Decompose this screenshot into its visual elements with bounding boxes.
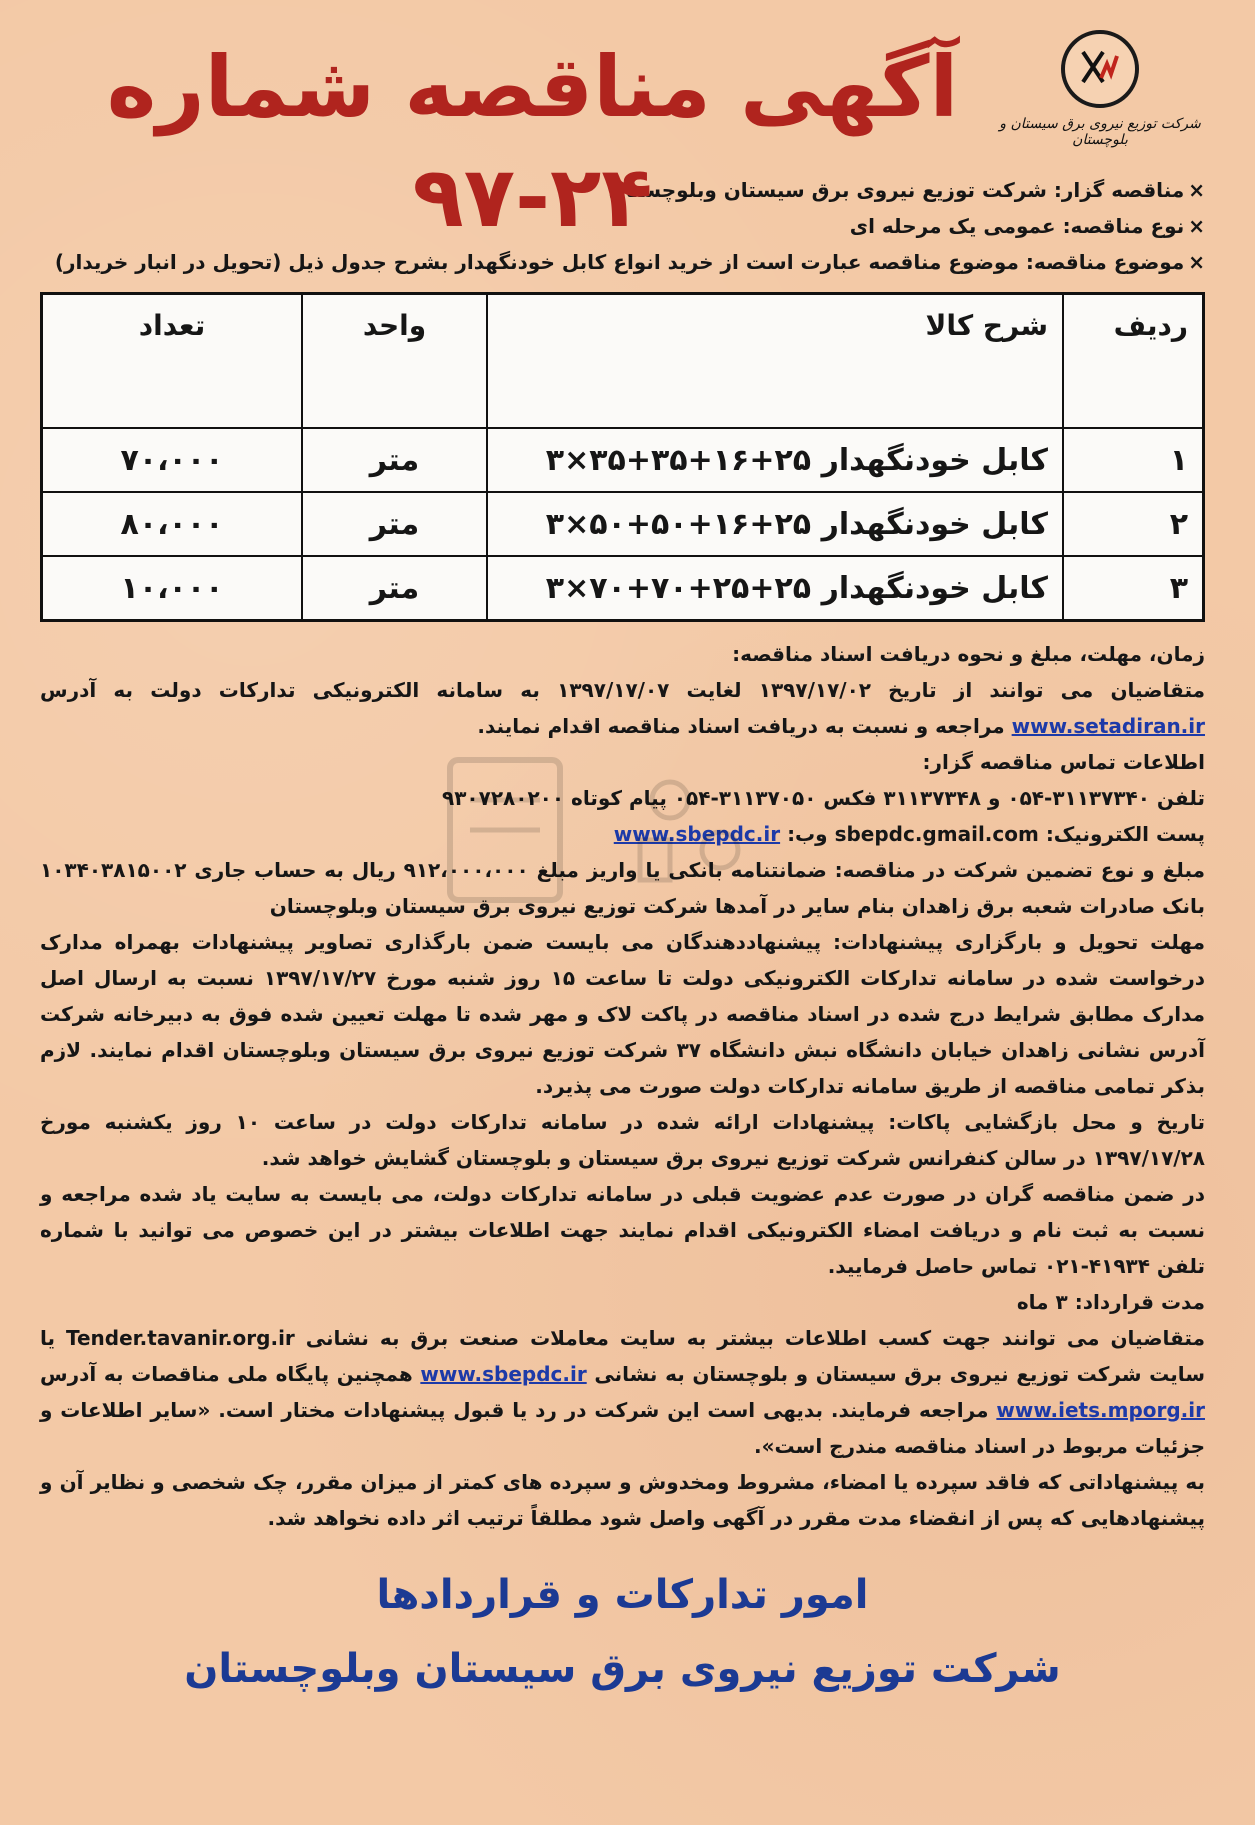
sbepdc-link[interactable]: www.sbepdc.ir (613, 822, 781, 846)
iets-link[interactable]: www.iets.mporg.ir (996, 1398, 1205, 1422)
col-header-unit: واحد (302, 294, 487, 429)
submission-paragraph: مهلت تحویل و بارگزاری پیشنهادات: پیشنهاددهندگان می بایست ضمن بارگذاری تصاویر پیشنهادات بهمراه مدارک درخواست شده در سامانه تدارکات الکترونیکی دولت تا ساعت ۱۵ روز شنبه مورخ ۱۳۹۷/۱۷/۲۷ نسبت به ارسال اصل مدارک مطابق شرایط درج شده در اسناد مناقصه در پاکت لاک و مهر شده تا مهلت تعیین شده فوق به دبیرخانه شرکت آدرس نشانی زاهدان خیابان دانشگاه نبش دانشگاه ۳۷ شرکت توزیع نیروی برق سیستان وبلوچستان اقدام نمایند. لازم بذکر تمامی مناقصه از طریق سامانه تدارکات دولت صورت می پذیرد. (40, 930, 1205, 1098)
contract-duration: مدت قرارداد: ۳ ماه (1016, 1290, 1205, 1314)
footer-company: شرکت توزیع نیروی برق سیستان وبلوچستان (184, 1646, 1061, 1692)
col-header-qty: تعداد (42, 294, 303, 429)
contact-phones: تلفن ۳۱۱۳۷۳۴۰-۰۵۴ و ۳۱۱۳۷۳۴۸ فکس ۳۱۱۳۷۰۵۰-۰۵۴ پیام کوتاه ۹۳۰۷۲۸۰۲۰۰ (442, 786, 1205, 810)
table-row (42, 428, 1204, 492)
contact-online (40, 816, 1205, 852)
email-label: پست الکترونیک: (1045, 822, 1205, 846)
lightning-icon (1073, 42, 1127, 96)
cell-qty: ۱۰،۰۰۰ (42, 556, 303, 621)
cell-index: ۲ (1063, 492, 1204, 556)
info-text-d: مراجعه فرمایند. بدیهی است این شرکت در رد یا قبول پیشنهادات مختار است. «سایر اطلاعات و جزئیات مربوط در اسناد مناقصه مندرج است». (40, 1398, 1205, 1458)
meta-value: عمومی یک مرحله ای (849, 214, 1056, 238)
cell-desc: کابل خودنگهدار ۲۵+۲۵+۷۰+۷۰×۳ (487, 556, 1063, 621)
cell-qty: ۸۰،۰۰۰ (42, 492, 303, 556)
col-header-index: ردیف (1063, 294, 1204, 429)
docs-paragraph (40, 672, 1205, 744)
table-row (42, 492, 1204, 556)
registration-paragraph: در ضمن مناقصه گران در صورت عدم عضویت قبلی در سامانه تدارکات دولت، می بایست به سایت یاد شده مراجعه و نسبت به ثبت نام و دریافت امضاء الکترونیکی اقدام نمایند جهت اطلاعات بیشتر در این خصوص می توانید با شماره تلفن ۴۱۹۳۴-۰۲۱ تماس حاصل فرمایید. (40, 1182, 1205, 1278)
cell-index: ۳ (1063, 556, 1204, 621)
contact-heading: اطلاعات تماس مناقصه گزار: (922, 750, 1205, 774)
items-table (40, 292, 1205, 622)
opening-paragraph: تاریخ و محل بازگشایی پاکات: پیشنهادات ارائه شده در سامانه تدارکات دولت در ساعت ۱۰ روز یکشنبه مورخ ۱۳۹۷/۱۷/۲۸ در سالن کنفرانس شرکت توزیع نیروی برق سیستان و بلوچستان گشایش خواهد شد. (40, 1110, 1206, 1170)
docs-heading: زمان، مهلت، مبلغ و نحوه دریافت اسناد مناقصه: (732, 642, 1205, 666)
cell-qty: ۷۰،۰۰۰ (42, 428, 303, 492)
electricity-company-logo-icon (1061, 30, 1139, 108)
rejection-paragraph: به پیشنهاداتی که فاقد سپرده یا امضاء، مشروط ومخدوش و سپرده های کمتر از میزان مقرر، چک شخصی و نظایر آن و پیشنهادهایی که پس از انقضاء مدت مقرر در آگهی واصل شود مطلقاً ترتیب اثر داده نخواهد شد. (40, 1470, 1205, 1530)
table-row (42, 556, 1204, 621)
notice-body (40, 636, 1205, 1536)
cell-unit: متر (302, 556, 487, 621)
bullet-x-icon: × (1188, 178, 1205, 202)
cell-desc: کابل خودنگهدار ۲۵+۱۶+۵۰+۵۰×۳ (487, 492, 1063, 556)
notice-title: آگهی مناقصه شماره ۲۴-۹۷ (106, 38, 959, 246)
meta-label: نوع مناقصه: (1062, 214, 1185, 238)
email-address: sbepdc.gmail.com (834, 822, 1039, 846)
info-paragraph (40, 1320, 1205, 1464)
meta-value: شرکت توزیع نیروی برق سیستان وبلوچستان (608, 178, 1047, 202)
tavanir-link[interactable]: Tender.tavanir.org.ir (65, 1326, 295, 1350)
company-logo (995, 30, 1205, 148)
meta-label: مناقصه گزار: (1053, 178, 1185, 202)
notice-footer (40, 1558, 1205, 1706)
docs-text-b: مراجعه و نسبت به دریافت اسناد مناقصه اقدام نمایند. (477, 714, 1005, 738)
setadiran-link[interactable]: www.setadiran.ir (1011, 714, 1205, 738)
bullet-x-icon: × (1188, 250, 1205, 274)
docs-text-a: متقاضیان می توانند از تاریخ ۱۳۹۷/۱۷/۰۲ لغایت ۱۳۹۷/۱۷/۰۷ به سامانه الکترونیکی تدارکات دولت به آدرس (40, 678, 1205, 702)
info-text-b: یا سایت شرکت توزیع نیروی برق سیستان و بلوچستان به نشانی (40, 1326, 1205, 1386)
info-text-c: همچنین پایگاه ملی مناقصات به آدرس (40, 1362, 413, 1386)
guarantee-paragraph: مبلغ و نوع تضمین شرکت در مناقصه: ضمانتنامه بانکی یا واریز مبلغ ۹۱۲،۰۰۰،۰۰۰ ریال به حساب جاری ۱۰۳۴۰۳۸۱۵۰۰۲ بانک صادرات شعبه برق زاهدان بنام سایر در آمدها شرکت توزیع نیروی برق سیستان وبلوچستان (40, 858, 1205, 918)
cell-index: ۱ (1063, 428, 1204, 492)
cell-desc: کابل خودنگهدار ۲۵+۱۶+۳۵+۳۵×۳ (487, 428, 1063, 492)
cell-unit: متر (302, 492, 487, 556)
bullet-x-icon: × (1188, 214, 1205, 238)
col-header-desc: شرح کالا (487, 294, 1063, 429)
cell-unit: متر (302, 428, 487, 492)
table-header-row (42, 294, 1204, 429)
meta-label: موضوع مناقصه: (1025, 250, 1185, 274)
logo-caption: شرکت توزیع نیروی برق سیستان و بلوچستان (999, 116, 1201, 148)
meta-value: موضوع مناقصه عبارت است از خرید انواع کابل خودنگهدار بشرح جدول ذیل (تحویل در انبار خریدار) (54, 250, 1019, 274)
sbepdc-link-2[interactable]: www.sbepdc.ir (420, 1362, 587, 1386)
info-text-a: متقاضیان می توانند جهت کسب اطلاعات بیشتر به سایت معاملات صنعت برق به نشانی (305, 1326, 1205, 1350)
web-label: وب: (787, 822, 828, 846)
footer-department: امور تدارکات و قراردادها (376, 1572, 869, 1618)
